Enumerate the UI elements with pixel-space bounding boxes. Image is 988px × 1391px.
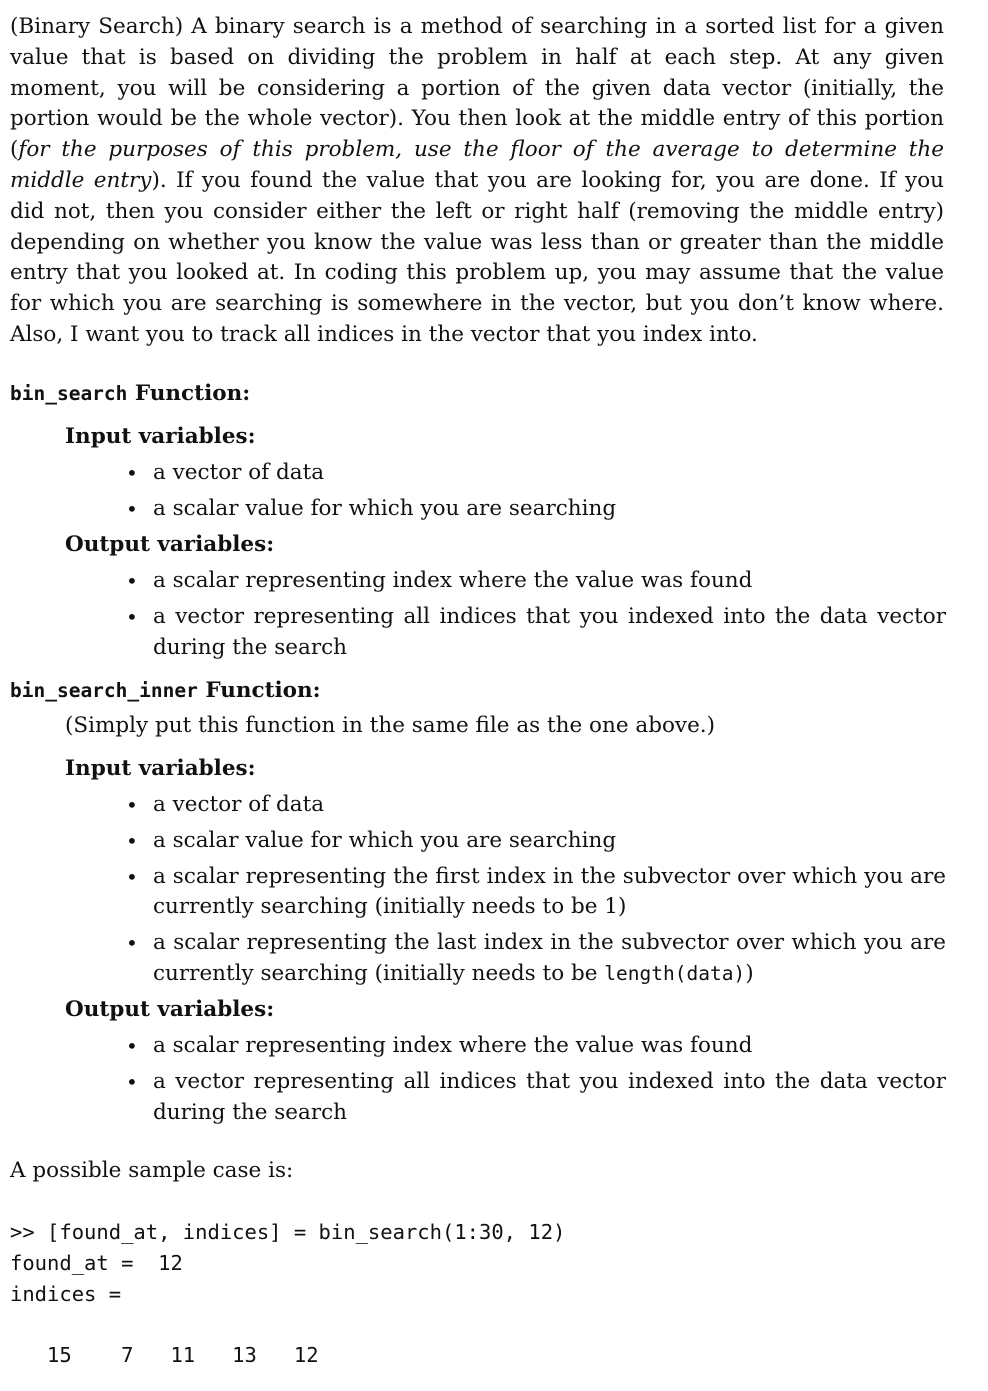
code-line: 15 7 11 13 12 bbox=[10, 1343, 319, 1368]
bin-search-inner-note: (Simply put this function in the same file as the one above.) bbox=[65, 713, 716, 738]
bin-search-heading bbox=[10, 379, 250, 409]
list-item: • a scalar representing index where the value was found bbox=[120, 1031, 946, 1062]
list-item: • a vector of data bbox=[120, 458, 946, 489]
list-item-text: a scalar representing the last index in the subvector over which you are currently searching (initially needs to be bbox=[153, 930, 946, 986]
intro-paragraph bbox=[10, 12, 944, 351]
intro-text-part1: (Binary Search) A binary search is a method of searching in a sorted list for a given value that is based on dividing the problem in half at each step. At any given moment, you will be considering a portion of the given data vector (initially, the portion would be the whole vector). You then look at the middle entry of this portion ( bbox=[10, 14, 944, 163]
code-line bbox=[10, 1309, 565, 1340]
list-item: • a scalar representing index where the value was found bbox=[120, 566, 946, 597]
bin-search-inner-input-heading: Input variables: bbox=[65, 756, 256, 781]
list-item: • a vector of data bbox=[120, 790, 946, 821]
bin-search-inner-function-name: bin_search_inner bbox=[10, 679, 198, 702]
bin-search-output-list bbox=[120, 566, 946, 668]
bin-search-function-name: bin_search bbox=[10, 382, 128, 405]
intro-italic-text: for the purposes of this problem, use the floor of the average to determine the middle entry bbox=[10, 137, 944, 193]
bin-search-inner-output-list bbox=[120, 1031, 946, 1133]
list-item: • a vector representing all indices that you indexed into the data vector during the search bbox=[120, 1067, 946, 1129]
bin-search-inner-heading-suffix: Function: bbox=[197, 678, 321, 703]
intro-text-part2: ). If you found the value that you are looking for, you are done. If you did not, then you consider either the left or right half (removing the middle entry) depending on whether you know the value was less than or greater than the middle entry that you looked at. In coding this problem up, you may assume that the value for which you are searching is somewhere in the vector, but you don’t know where. Also, I want you to track all indices in the vector that you index into. bbox=[10, 167, 944, 347]
code-line: indices = bbox=[10, 1281, 122, 1306]
inline-code-length-data: length(data) bbox=[604, 961, 746, 985]
bin-search-inner-heading bbox=[10, 676, 321, 706]
sample-case-label: A possible sample case is: bbox=[10, 1158, 294, 1183]
bin-search-inner-input-list bbox=[120, 790, 946, 995]
list-item: • a scalar representing the first index in the subvector over which you are currently searching (initially needs to be 1) bbox=[120, 862, 946, 924]
bin-search-input-list bbox=[120, 458, 946, 530]
bin-search-output-heading: Output variables: bbox=[65, 532, 275, 557]
sample-code-block bbox=[10, 1217, 565, 1371]
list-item: • a scalar value for which you are searching bbox=[120, 494, 946, 525]
list-item bbox=[120, 928, 946, 990]
bin-search-heading-suffix: Function: bbox=[127, 381, 251, 406]
code-line: found_at = 12 bbox=[10, 1250, 183, 1275]
code-line: >> [found_at, indices] = bin_search(1:30, 12) bbox=[10, 1220, 566, 1244]
bin-search-input-heading: Input variables: bbox=[65, 424, 256, 449]
bin-search-inner-output-heading: Output variables: bbox=[65, 997, 275, 1022]
list-item: • a scalar value for which you are searching bbox=[120, 826, 946, 857]
list-item-text-suffix: ) bbox=[745, 960, 754, 986]
list-item: • a vector representing all indices that you indexed into the data vector during the search bbox=[120, 602, 946, 664]
